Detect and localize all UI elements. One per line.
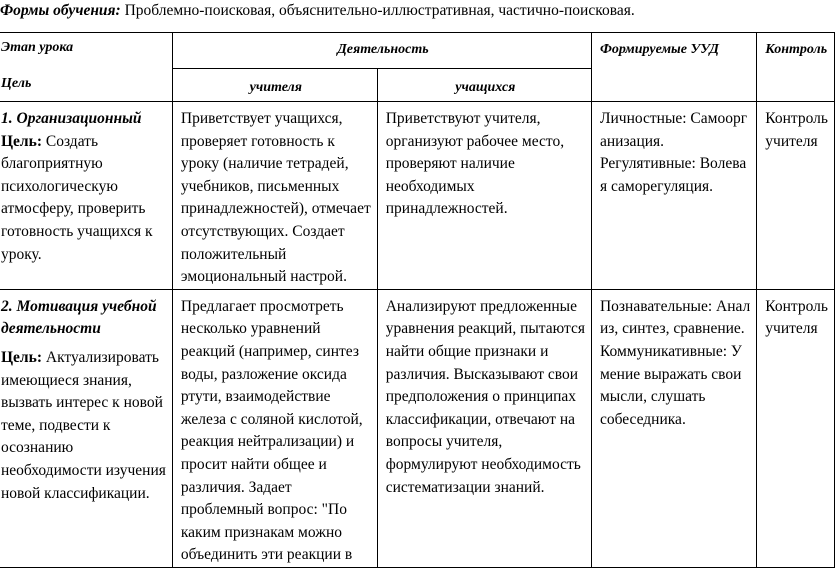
goal-text: осознанию (1, 439, 74, 457)
control-cell (757, 102, 835, 290)
goal-text: благоприятную (1, 155, 103, 173)
teacher-text: принадлежностей), отмечает (180, 200, 371, 218)
teacher-text: положительный (180, 245, 287, 263)
teacher-text: уроку (наличие тетрадей, (180, 155, 349, 173)
teacher-text: реакций (например, синтез (180, 342, 359, 360)
header-teacher: учителя (172, 69, 377, 102)
stage-cell (0, 102, 172, 290)
uud-text: Регулятивные: Волева (599, 155, 747, 173)
stage-cell (0, 289, 172, 567)
students-text: формулируют необходимость (385, 455, 581, 473)
lesson-plan-table (0, 32, 835, 568)
table-row (0, 102, 834, 290)
students-text: организуют рабочее место, (385, 132, 565, 150)
uud-text: из, синтез, сравнение. (599, 320, 745, 338)
teacher-text: эмоциональный настрой. (180, 268, 347, 286)
teacher-text: просит найти общее и (180, 455, 327, 473)
teacher-cell (172, 289, 377, 567)
control-cell (757, 289, 835, 567)
teacher-text: ртути, взаимодействие (180, 388, 331, 406)
goal-text: теме, подвести к (1, 416, 111, 434)
goal-text: психологическую (1, 177, 118, 195)
header-stage-goal (0, 33, 172, 102)
teacher-text: несколько уравнений (180, 320, 321, 338)
stage-title: 1. Организационный (1, 110, 142, 127)
goal-text: вызвать интерес к новой (1, 394, 163, 412)
students-cell (377, 289, 591, 567)
stage-title: деятельности (1, 320, 101, 338)
teacher-text: отсутствующих. Создает (180, 222, 345, 240)
students-text: Анализируют предложенные (385, 297, 577, 315)
goal-text: уроку. (1, 245, 42, 263)
uud-text: мение выражать свои (599, 365, 742, 383)
teacher-text: каким признакам можно (180, 523, 342, 541)
teacher-text: проблемный вопрос: "По (180, 501, 347, 519)
teacher-cell (172, 102, 377, 290)
goal-text: Создать (42, 132, 99, 150)
header-stage: Этап урока (1, 40, 74, 55)
teacher-text: железа с соляной кислотой, (180, 410, 363, 428)
uud-text: анизация. (599, 132, 665, 150)
teacher-text: учебников, письменных (180, 177, 340, 195)
students-text: найти общие признаки и (385, 342, 549, 360)
forms-of-teaching-line (0, 2, 635, 20)
teacher-text: воды, разложение оксида (180, 365, 347, 383)
uud-cell (591, 102, 756, 290)
forms-text: Проблемно-поисковая, объяснительно-иллюстративная, частично-поисковая. (120, 2, 635, 19)
header-control: Контроль (757, 33, 835, 102)
table-row (0, 289, 834, 567)
uud-text: я саморегуляция. (599, 177, 713, 195)
uud-text: Коммуникативные: У (599, 342, 742, 360)
control-text: учителя (765, 132, 818, 150)
goal-text: новой классификации. (1, 484, 150, 502)
students-text: предположения о принципах (385, 388, 577, 406)
uud-text: Познавательные: Анал (599, 297, 751, 315)
uud-cell (591, 289, 756, 567)
goal-text: Актуализировать (42, 348, 159, 366)
teacher-text: объединить эти реакции в (180, 546, 353, 564)
header-uud: Формируемые УУД (591, 33, 756, 102)
students-text: классификации, отвечают на (385, 410, 575, 428)
uud-text: собеседника. (599, 410, 686, 428)
goal-text: имеющиеся знания, (1, 371, 132, 389)
students-text: проверяют наличие (385, 155, 515, 173)
uud-text: Личностные: Самоорг (599, 110, 748, 127)
header-students: учащихся (377, 69, 591, 102)
students-text: принадлежностей. (385, 200, 508, 218)
forms-label: Формы обучения: (0, 2, 121, 19)
students-text: различия. Высказывают свои (385, 365, 578, 383)
goal-text: необходимости изучения (1, 461, 166, 479)
students-text: Приветствуют учителя, (385, 110, 541, 127)
students-text: систематизации знаний. (385, 478, 545, 496)
goal-text: атмосферу, проверить (1, 200, 146, 218)
header-activity: Деятельность (172, 33, 591, 69)
students-text: необходимых (385, 177, 475, 195)
students-text: вопросы учителя, (385, 433, 503, 451)
students-cell (377, 102, 591, 290)
control-text: учителя (765, 320, 818, 338)
stage-title: 2. Мотивация учебной (1, 297, 157, 315)
goal-text: готовность учащихся к (1, 222, 153, 240)
uud-text: мысли, слушать (599, 388, 706, 406)
header-goal: Цель (1, 76, 32, 91)
teacher-text: различия. Задает (180, 478, 292, 496)
goal-label: Цель: (1, 132, 42, 150)
teacher-text: проверяет готовность к (180, 132, 335, 150)
goal-label: Цель: (1, 348, 42, 366)
students-text: уравнения реакций, пытаются (385, 320, 585, 338)
teacher-text: Предлагает просмотреть (180, 297, 344, 315)
control-text: Контроль (765, 297, 828, 315)
control-text: Контроль (765, 110, 828, 127)
teacher-text: Приветствует учащихся, (180, 110, 343, 127)
teacher-text: реакция нейтрализации) и (180, 433, 355, 451)
